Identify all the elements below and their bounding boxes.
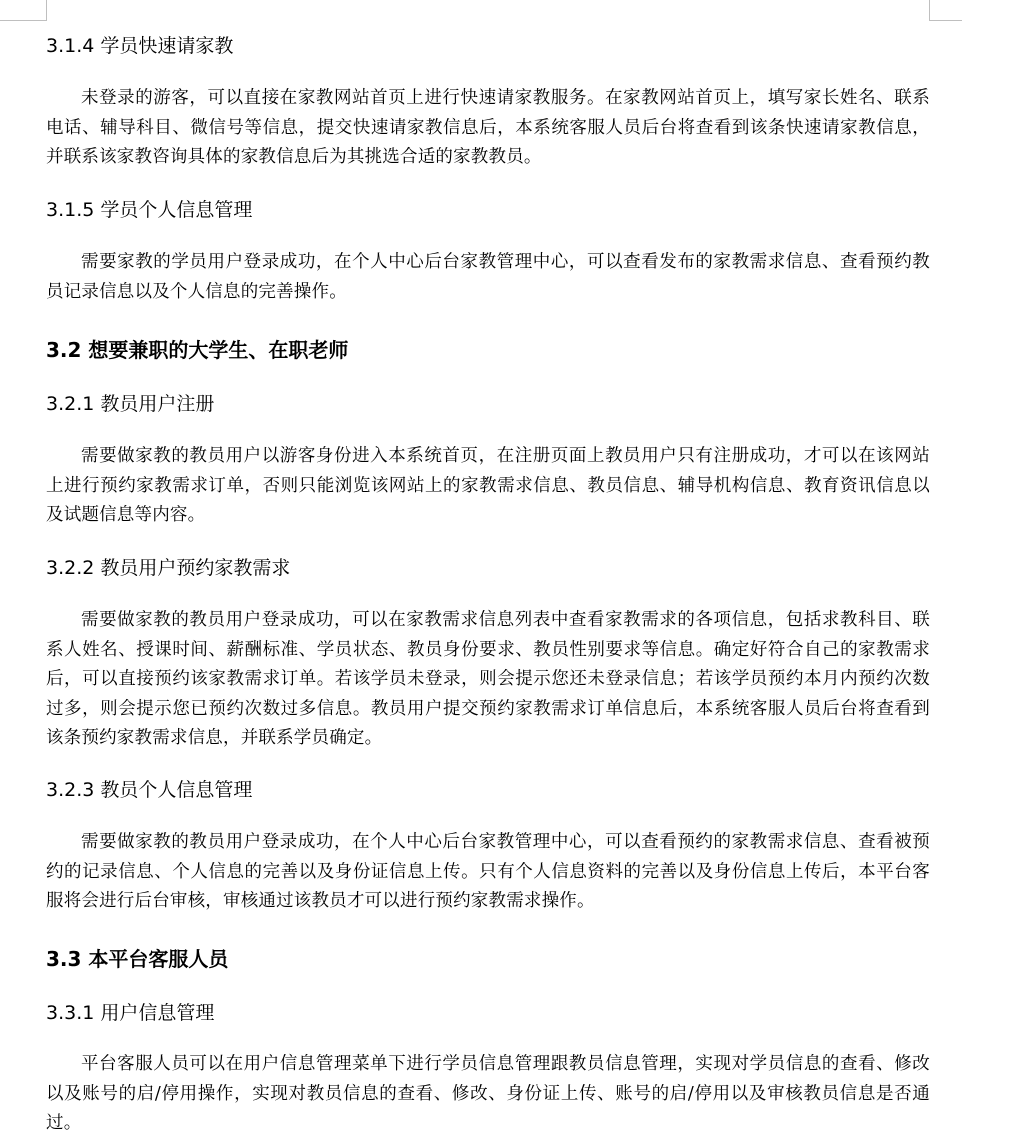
section-heading-3-2-3: 3.2.3 教员个人信息管理 xyxy=(46,779,253,801)
paragraph: 需要做家教的教员用户登录成功，在个人中心后台家教管理中心，可以查看预约的家教需求信息、查看被预约的记录信息、个人信息的完善以及身份证信息上传。只有个人信息资料的完善以及身份信息上传后，本平台客服将会进行后台审核，审核通过该教员才可以进行预约家教需求操作。 xyxy=(46,832,930,911)
section-heading-3-2: 3.2 想要兼职的大学生、在职老师 xyxy=(46,338,349,362)
section-body-3-2-2 xyxy=(46,606,930,754)
paragraph: 需要做家教的教员用户以游客身份进入本系统首页，在注册页面上教员用户只有注册成功，才可以在该网站上进行预约家教需求订单，否则只能浏览该网站上的家教需求信息、教员信息、辅导机构信息、教育资讯信息以及试题信息等内容。 xyxy=(46,446,930,525)
page-corner-mark-right xyxy=(929,0,962,21)
section-body-3-2-3 xyxy=(46,828,930,917)
page-corner-mark-left xyxy=(0,0,47,21)
paragraph: 需要做家教的教员用户登录成功，可以在家教需求信息列表中查看家教需求的各项信息，包括求教科目、联系人姓名、授课时间、薪酬标准、学员状态、教员身份要求、教员性别要求等信息。确定好符合自己的家教需求后，可以直接预约该家教需求订单。若该学员未登录，则会提示您还未登录信息；若该学员预约本月内预约次数过多，则会提示您已预约次数过多信息。教员用户提交预约家教需求订单信息后，本系统客服人员后台将查看到该条预约家教需求信息，并联系学员确定。 xyxy=(46,610,930,748)
section-body-3-1-4 xyxy=(46,84,930,173)
section-heading-3-2-2: 3.2.2 教员用户预约家教需求 xyxy=(46,557,291,579)
paragraph: 平台客服人员可以在用户信息管理菜单下进行学员信息管理跟教员信息管理，实现对学员信息的查看、修改以及账号的启/停用操作，实现对教员信息的查看、修改、身份证上传、账号的启/停用以及审核教员信息是否通过。 xyxy=(46,1054,930,1133)
section-heading-3-3: 3.3 本平台客服人员 xyxy=(46,947,229,971)
section-body-3-2-1 xyxy=(46,442,930,531)
paragraph: 需要家教的学员用户登录成功，在个人中心后台家教管理中心，可以查看发布的家教需求信息、查看预约教员记录信息以及个人信息的完善操作。 xyxy=(46,252,930,302)
section-heading-3-1-4: 3.1.4 学员快速请家教 xyxy=(46,35,234,57)
paragraph: 未登录的游客，可以直接在家教网站首页上进行快速请家教服务。在家教网站首页上，填写家长姓名、联系电话、辅导科目、微信号等信息，提交快速请家教信息后，本系统客服人员后台将查看到该条快速请家教信息，并联系该家教咨询具体的家教信息后为其挑选合适的家教教员。 xyxy=(46,88,930,167)
section-body-3-1-5 xyxy=(46,248,930,307)
section-heading-3-1-5: 3.1.5 学员个人信息管理 xyxy=(46,199,253,221)
section-body-3-3-1 xyxy=(46,1050,930,1139)
section-heading-3-3-1: 3.3.1 用户信息管理 xyxy=(46,1002,215,1024)
section-heading-3-2-1: 3.2.1 教员用户注册 xyxy=(46,393,215,415)
